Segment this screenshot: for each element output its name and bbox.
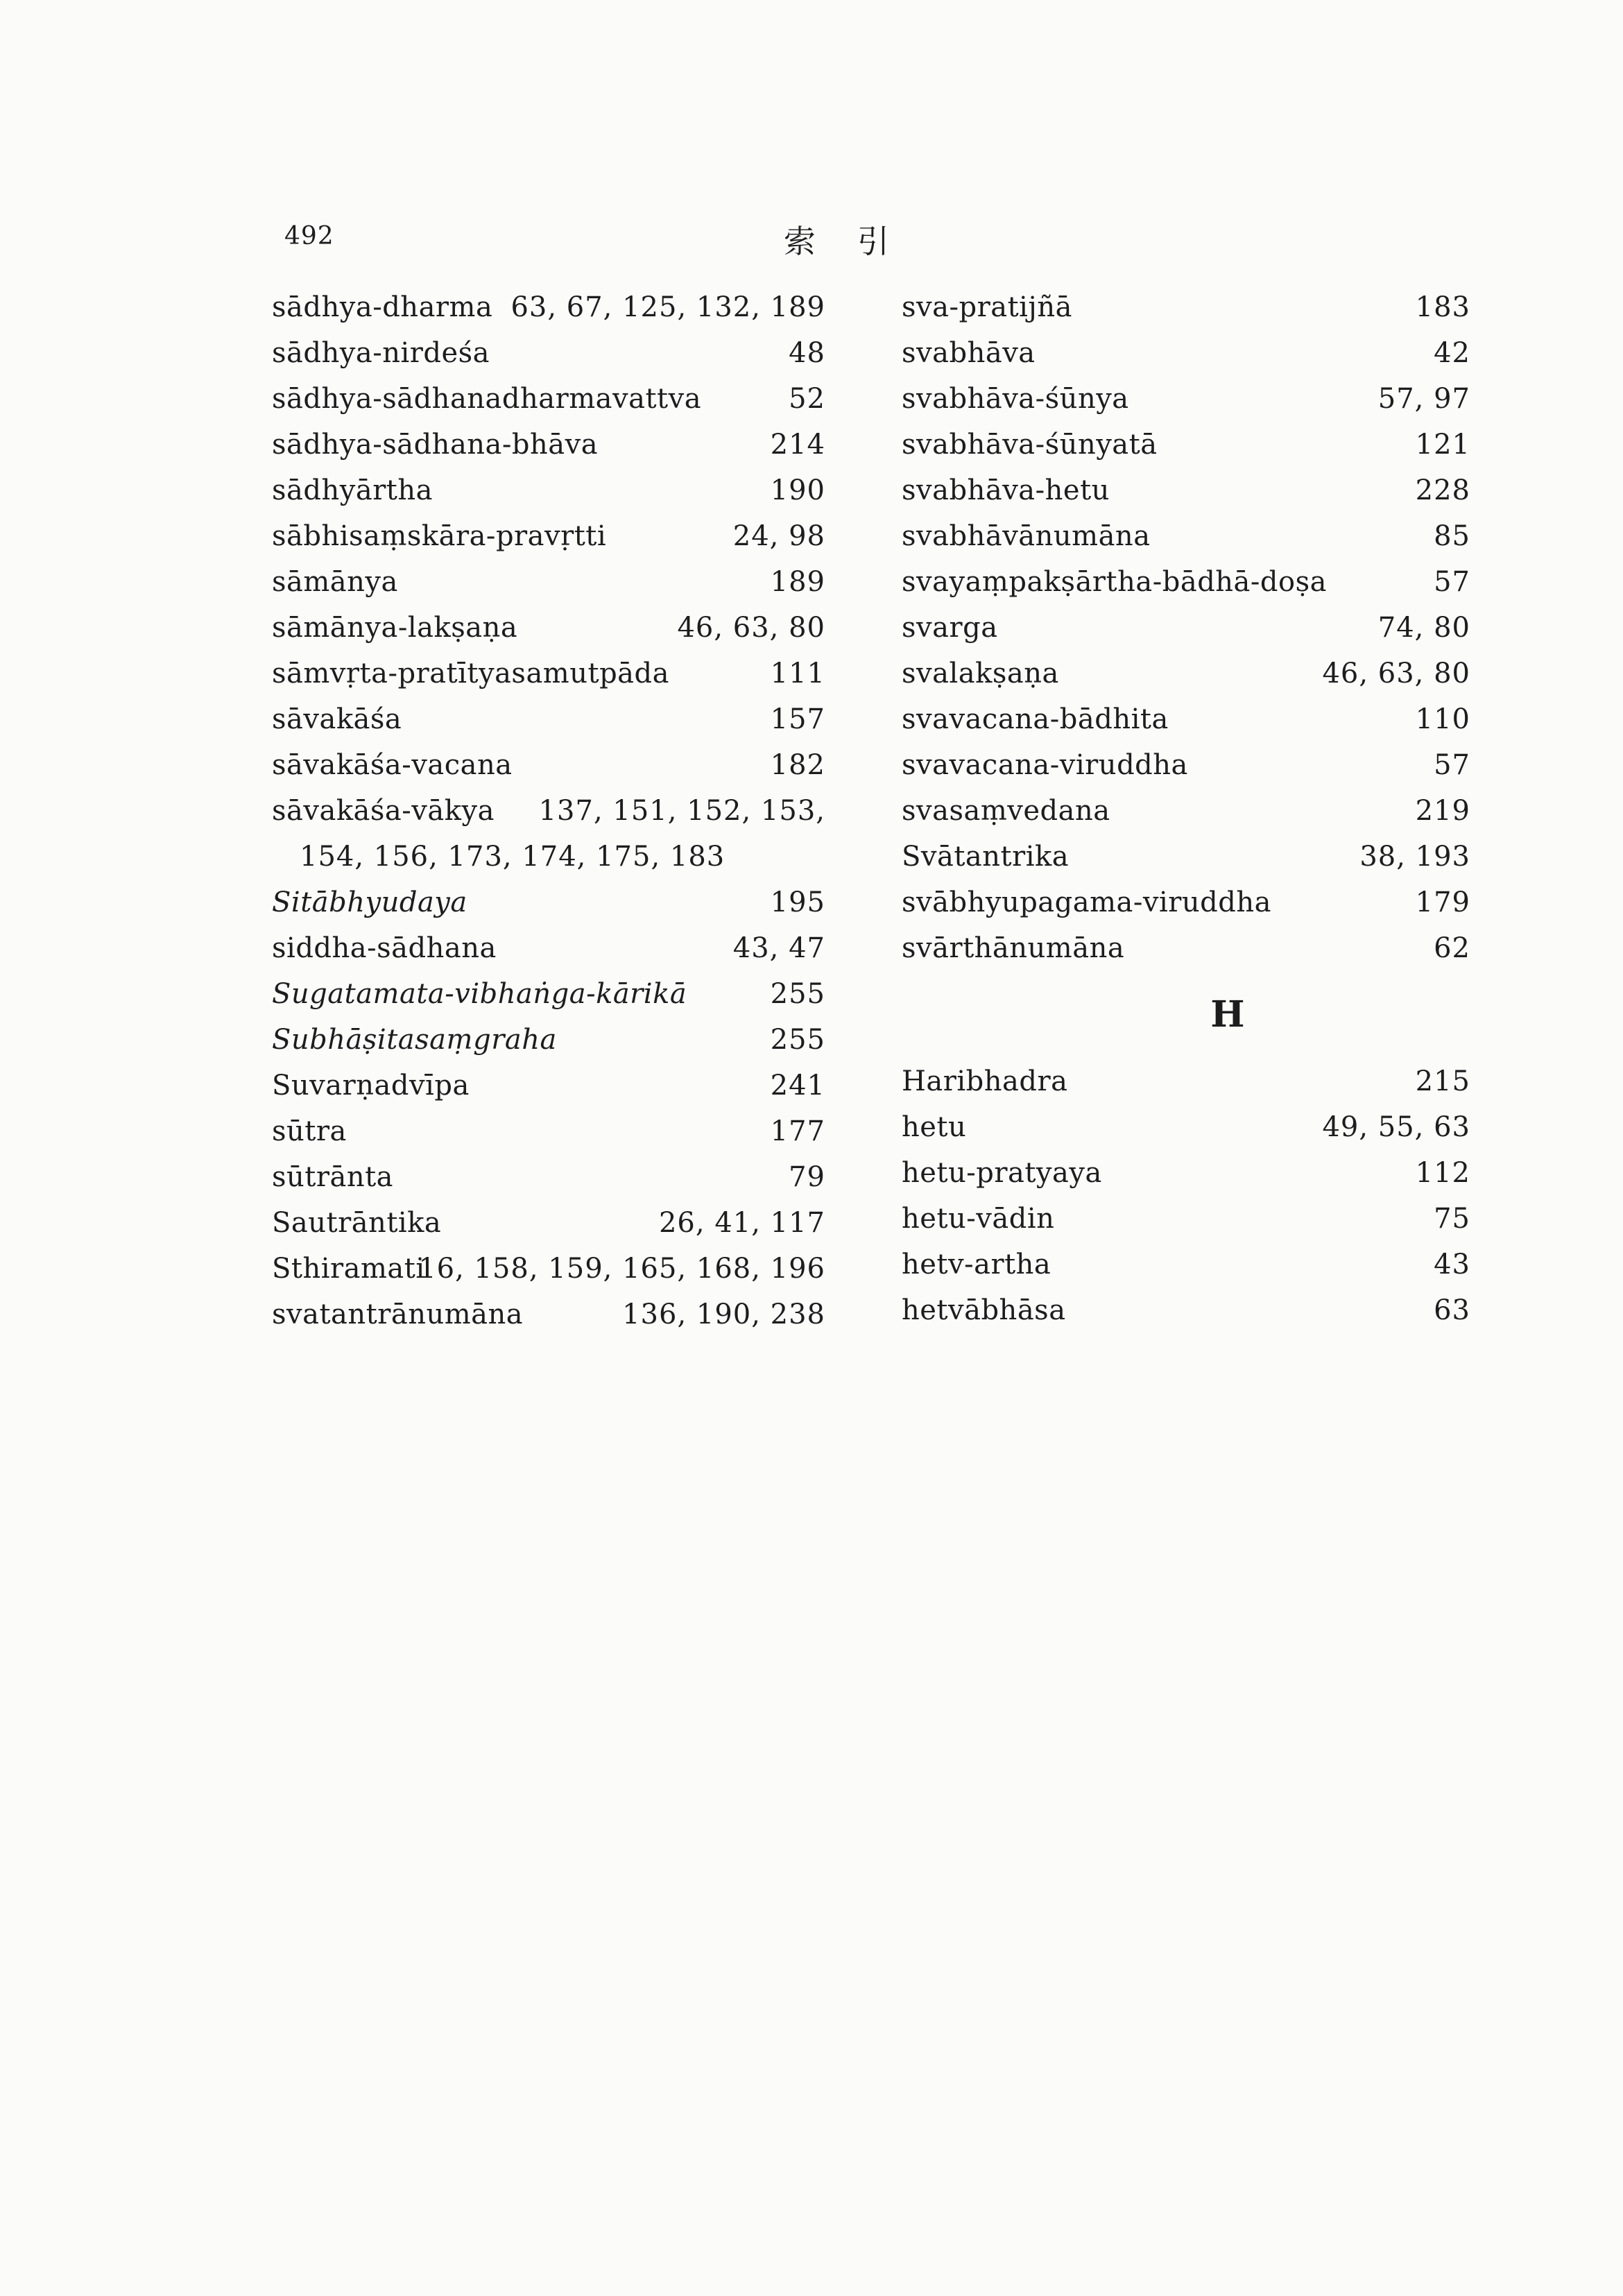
index-pages: 46, 63, 80 bbox=[1322, 658, 1470, 689]
index-term: svabhāva-hetu bbox=[902, 474, 1110, 506]
index-entry bbox=[902, 376, 1470, 422]
index-pages: 24, 98 bbox=[732, 520, 825, 552]
index-term: Suvarṇadvīpa bbox=[272, 1070, 470, 1102]
index-entry bbox=[257, 1063, 825, 1108]
index-entry bbox=[902, 742, 1470, 788]
index-entry bbox=[902, 925, 1470, 971]
index-term: sādhya-sādhanadharmavattva bbox=[272, 383, 702, 415]
index-term: sūtrānta bbox=[272, 1161, 394, 1193]
index-entry bbox=[257, 605, 825, 651]
index-term: svayaṃpakṣārtha-bādhā-doṣa bbox=[902, 566, 1327, 598]
index-term: siddha-sādhana bbox=[272, 932, 497, 964]
index-term: svabhāva bbox=[902, 337, 1036, 369]
index-entry bbox=[902, 1242, 1470, 1287]
index-pages: 219 bbox=[1415, 795, 1470, 827]
index-term: sāmvṛta-pratītyasamutpāda bbox=[272, 658, 669, 689]
index-pages: 190 bbox=[770, 474, 825, 506]
index-term: Haribhadra bbox=[902, 1065, 1068, 1097]
index-entry bbox=[902, 1104, 1470, 1150]
index-term: sāmānya-lakṣaṇa bbox=[272, 612, 518, 644]
index-term: Subhāṣitasaṃgraha bbox=[272, 1024, 557, 1056]
index-term: Sthiramati bbox=[272, 1253, 425, 1285]
index-pages: 228 bbox=[1415, 474, 1470, 506]
index-entry bbox=[902, 1059, 1470, 1104]
index-pages: 177 bbox=[770, 1115, 825, 1147]
index-pages: 43, 47 bbox=[732, 932, 825, 964]
index-entry bbox=[257, 330, 825, 376]
index-term: sādhya-dharma bbox=[272, 291, 493, 323]
index-entry bbox=[257, 651, 825, 696]
index-pages: 63, 67, 125, 132, 189 bbox=[510, 291, 825, 323]
index-entry bbox=[902, 284, 1470, 330]
index-term: Sugatamata-vibhaṅga-kārikā bbox=[272, 978, 687, 1010]
index-term: Sautrāntika bbox=[272, 1207, 442, 1239]
index-term: svābhyupagama-viruddha bbox=[902, 886, 1271, 918]
index-term: svasaṃvedana bbox=[902, 795, 1110, 827]
index-term: svabhāva-śūnyatā bbox=[902, 429, 1158, 461]
index-entry bbox=[902, 651, 1470, 696]
index-entry bbox=[257, 971, 825, 1017]
index-term: sādhyārtha bbox=[272, 474, 433, 506]
section-letter-h: H bbox=[1210, 993, 1245, 1036]
index-entry bbox=[902, 834, 1470, 880]
index-entry bbox=[257, 513, 825, 559]
index-term: svalakṣaṇa bbox=[902, 658, 1059, 689]
index-pages: 74, 80 bbox=[1377, 612, 1470, 644]
index-term: svabhāva-śūnya bbox=[902, 383, 1129, 415]
index-entry bbox=[902, 513, 1470, 559]
index-entry bbox=[902, 1287, 1470, 1333]
index-term: Svātantrika bbox=[902, 841, 1070, 873]
running-title: 索引 bbox=[784, 223, 931, 260]
index-entry bbox=[257, 1154, 825, 1200]
index-entry bbox=[257, 376, 825, 422]
index-entry bbox=[902, 880, 1470, 925]
index-term: hetu-pratyaya bbox=[902, 1157, 1102, 1189]
index-pages: 121 bbox=[1415, 429, 1470, 461]
index-term: sūtra bbox=[272, 1115, 347, 1147]
index-term: sāvakāśa bbox=[272, 703, 402, 735]
index-column-right bbox=[902, 284, 1470, 1333]
index-entry bbox=[257, 788, 825, 880]
index-pages: 63 bbox=[1434, 1294, 1470, 1326]
index-pages: 183 bbox=[1415, 291, 1470, 323]
index-entry bbox=[257, 1292, 825, 1337]
index-pages: 182 bbox=[770, 749, 825, 781]
index-term: sva-pratijñā bbox=[902, 291, 1072, 323]
index-term: svavacana-viruddha bbox=[902, 749, 1188, 781]
index-term: hetvābhāsa bbox=[902, 1294, 1066, 1326]
index-pages: 157 bbox=[770, 703, 825, 735]
index-term: sāvakāśa-vākya bbox=[272, 795, 495, 827]
index-term: Sitābhyudaya bbox=[272, 886, 467, 918]
index-term: svavacana-bādhita bbox=[902, 703, 1169, 735]
index-pages: 214 bbox=[770, 429, 825, 461]
index-entry bbox=[257, 1108, 825, 1154]
index-entry bbox=[257, 422, 825, 468]
index-term: sādhya-sādhana-bhāva bbox=[272, 429, 599, 461]
index-entry bbox=[257, 468, 825, 513]
index-entry bbox=[257, 880, 825, 925]
index-term: hetu-vādin bbox=[902, 1203, 1055, 1235]
index-term: svarga bbox=[902, 612, 998, 644]
index-pages: 241 bbox=[770, 1070, 825, 1102]
index-pages: 112 bbox=[1415, 1157, 1470, 1189]
index-entry bbox=[902, 1196, 1470, 1242]
index-pages: 42 bbox=[1434, 337, 1470, 369]
index-entry bbox=[902, 788, 1470, 834]
index-pages: 136, 190, 238 bbox=[622, 1299, 825, 1330]
page-number: 492 bbox=[284, 222, 334, 250]
index-pages: 49, 55, 63 bbox=[1322, 1111, 1470, 1143]
index-pages: 46, 63, 80 bbox=[677, 612, 825, 644]
index-pages: 255 bbox=[770, 978, 825, 1010]
index-pages: 110 bbox=[1415, 703, 1470, 735]
index-entry bbox=[902, 1150, 1470, 1196]
index-pages: 26, 41, 117 bbox=[658, 1207, 825, 1239]
index-term: svārthānumāna bbox=[902, 932, 1125, 964]
index-pages: 38, 193 bbox=[1359, 841, 1470, 873]
index-pages: 85 bbox=[1434, 520, 1470, 552]
index-entry bbox=[257, 925, 825, 971]
index-term: sāvakāśa-vacana bbox=[272, 749, 513, 781]
index-entry bbox=[902, 559, 1470, 605]
index-term: sāmānya bbox=[272, 566, 398, 598]
index-pages: 16, 158, 159, 165, 168, 196 bbox=[418, 1253, 825, 1285]
index-pages-continued: 154, 156, 173, 174, 175, 183 bbox=[300, 841, 725, 873]
index-entry bbox=[257, 559, 825, 605]
index-pages: 57 bbox=[1434, 749, 1470, 781]
index-term: hetv-artha bbox=[902, 1249, 1051, 1280]
index-term: hetu bbox=[902, 1111, 967, 1143]
index-pages: 79 bbox=[789, 1161, 825, 1193]
index-pages: 189 bbox=[770, 566, 825, 598]
index-pages: 57, 97 bbox=[1377, 383, 1470, 415]
index-pages: 137, 151, 152, 153, bbox=[538, 795, 825, 827]
index-entry bbox=[902, 422, 1470, 468]
index-pages: 57 bbox=[1434, 566, 1470, 598]
index-pages: 62 bbox=[1434, 932, 1470, 964]
index-entry bbox=[902, 696, 1470, 742]
index-pages: 48 bbox=[789, 337, 825, 369]
index-pages: 255 bbox=[770, 1024, 825, 1056]
index-term: svabhāvānumāna bbox=[902, 520, 1151, 552]
index-entry bbox=[902, 330, 1470, 376]
index-pages: 43 bbox=[1434, 1249, 1470, 1280]
index-pages: 195 bbox=[770, 886, 825, 918]
index-entry bbox=[902, 468, 1470, 513]
index-pages: 75 bbox=[1434, 1203, 1470, 1235]
index-entry bbox=[257, 1017, 825, 1063]
index-pages: 111 bbox=[770, 658, 825, 689]
index-entry bbox=[257, 742, 825, 788]
index-pages: 52 bbox=[789, 383, 825, 415]
index-term: sādhya-nirdeśa bbox=[272, 337, 490, 369]
index-term: sābhisaṃskāra-pravṛtti bbox=[272, 520, 607, 552]
index-term: svatantrānumāna bbox=[272, 1299, 524, 1330]
index-column-left bbox=[257, 284, 825, 1337]
index-entry bbox=[257, 284, 825, 330]
index-pages: 215 bbox=[1415, 1065, 1470, 1097]
index-entry bbox=[902, 605, 1470, 651]
index-entry bbox=[257, 1246, 825, 1292]
page-header bbox=[0, 222, 1623, 264]
index-entry bbox=[257, 1200, 825, 1246]
index-entry bbox=[257, 696, 825, 742]
index-pages: 179 bbox=[1415, 886, 1470, 918]
